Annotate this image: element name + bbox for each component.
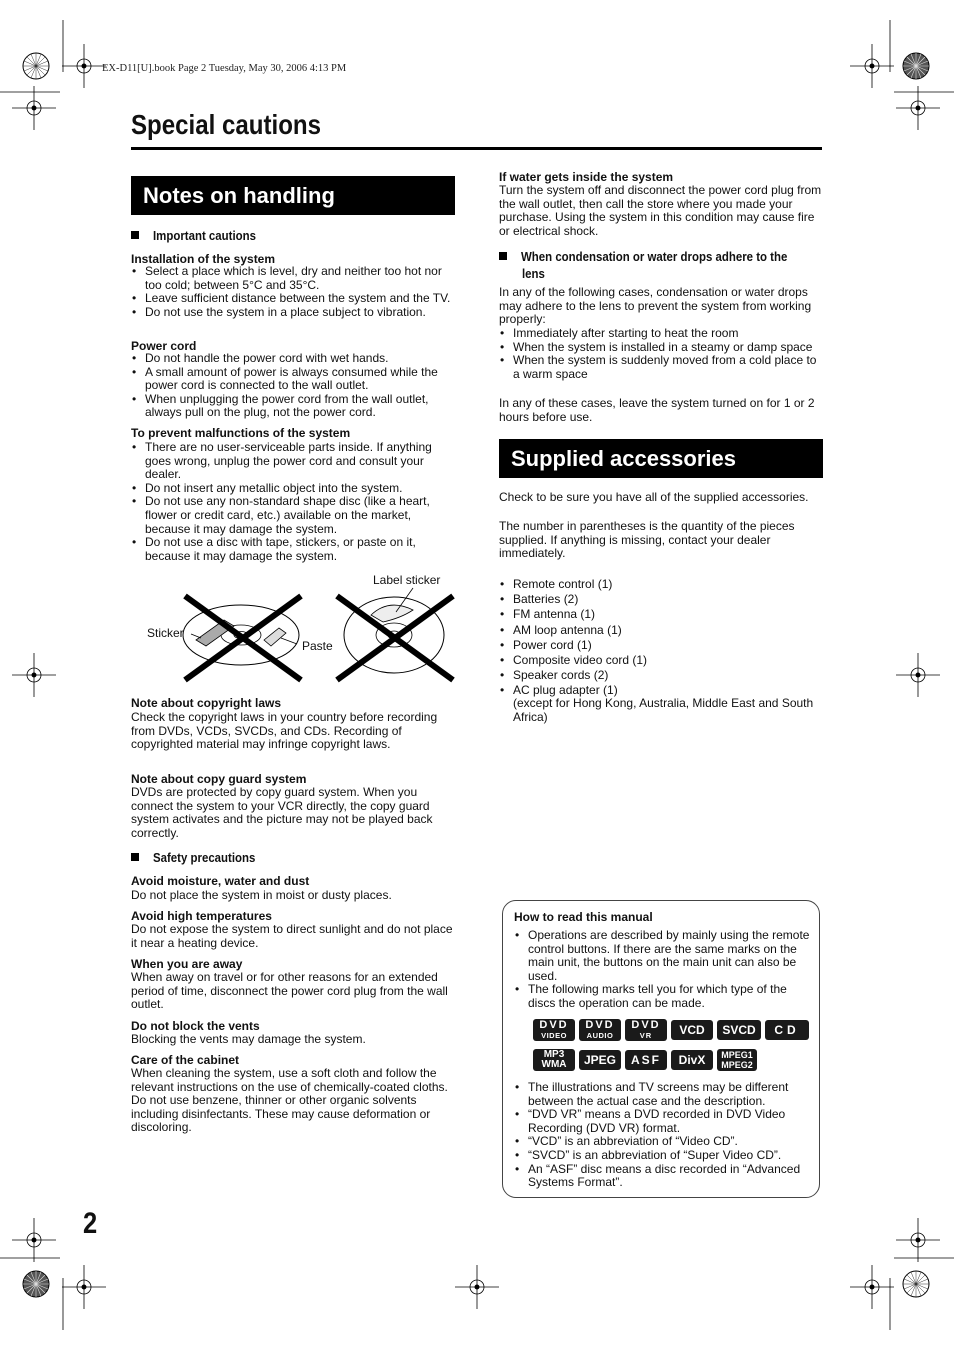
list-item: • Remote control (1) (499, 577, 823, 592)
accessories-intro-1: Check to be sure you have all of the supplied accessories. (499, 490, 809, 504)
how-to-read-heading: How to read this manual (514, 910, 653, 924)
cd-mark: CD (765, 1020, 809, 1040)
copyright-heading: Note about copyright laws (131, 696, 282, 710)
power-cord-list (131, 352, 455, 420)
safety-precautions-heading: Safety precautions (131, 849, 269, 866)
list-item: • Do not use the system in a place subject to vibration. (131, 306, 455, 320)
list-item: • AM loop antenna (1) (499, 623, 823, 638)
list-item: • A small amount of power is always consumed while the power cord is connected to the wall outlet. (131, 366, 455, 393)
list-item: • Leave sufficient distance between the system and the TV. (131, 292, 455, 306)
mpeg-mark: MPEG1 MPEG2 (717, 1049, 757, 1071)
list-item: • Do not handle the power cord with wet hands. (131, 352, 455, 366)
power-cord-heading: Power cord (131, 339, 197, 353)
mp3-wma-mark: MP3 WMA (533, 1049, 575, 1071)
list-item: • Do not use a disc with tape, stickers, or paste on it, because it may damage the system. (131, 536, 455, 563)
list-item: • Do not use any non-standard shape disc (like a heart, flower or credit card, etc.) available on the market, because it may damage the system. (131, 495, 455, 536)
installation-list (131, 265, 455, 319)
dvd-audio-mark: DVD AUDIO (579, 1019, 621, 1041)
list-item: • When the system is suddenly moved from a cold place to a warm space (499, 354, 823, 381)
copy-guard-heading: Note about copy guard system (131, 772, 307, 786)
list-item: • AC plug adapter (1) (499, 683, 823, 698)
malfunctions-list (131, 441, 455, 563)
condensation-outro: In any of these cases, leave the system turned on for 1 or 2 hours before use. (499, 396, 815, 424)
condensation-list (499, 327, 823, 381)
list-item: • The following marks tell you for which type of the discs the operation can be made. (514, 983, 814, 1010)
disc-illustration (131, 570, 455, 690)
cabinet-text: When cleaning the system, use a soft cloth and follow the relevant instructions on the use of chemically-coated cloths. Do not use benzene, thinner or other organic solvents including disinfectants. These may cause deformation or discoloring. (131, 1066, 448, 1135)
dvd-vr-mark: DVD VR (625, 1019, 667, 1041)
important-cautions-heading: Important cautions (131, 227, 270, 244)
away-text: When away on travel or for other reasons for an extended period of time, disconnect the power cord plug from the wall outlet. (131, 970, 448, 1012)
square-bullet-icon (131, 231, 139, 239)
sticker-label: Sticker (147, 626, 184, 640)
copy-guard-text: DVDs are protected by copy guard system. When you connect the system to your VCR directly, the copy guard system activates and the picture may not be played back correctly. (131, 785, 433, 840)
condensation-intro: In any of the following cases, condensation or water drops may adhere to the lens to prevent the system from working properly: (499, 285, 812, 327)
list-item: • When the system is installed in a steamy or damp space (499, 341, 823, 355)
water-heading: If water gets inside the system (499, 170, 674, 184)
list-item: • Composite video cord (1) (499, 653, 823, 668)
vents-heading: Do not block the vents (131, 1019, 260, 1033)
label-sticker-label: Label sticker (373, 573, 441, 587)
cabinet-heading: Care of the cabinet (131, 1053, 240, 1067)
list-item: • Do not insert any metallic object into the system. (131, 482, 455, 496)
svcd-mark: SVCD (717, 1020, 761, 1040)
square-bullet-icon (499, 252, 507, 260)
vcd-mark: VCD (671, 1020, 713, 1040)
condensation-heading-line2: lens (522, 266, 545, 281)
away-heading: When you are away (131, 957, 243, 971)
accessories-list (499, 577, 823, 699)
water-text: Turn the system off and disconnect the power cord plug from the wall outlet, then call the store where you made your purchase. Using the system in this condition may cause fire or electrical shock. (499, 183, 822, 238)
list-item: • Operations are described by mainly using the remote control buttons. If there are the same marks on the main unit, the buttons on the main unit can also be used. (514, 929, 814, 983)
list-item: • Speaker cords (2) (499, 668, 823, 683)
page-title: Special cautions (131, 109, 322, 140)
copyright-text: Check the copyright laws in your country before recording from DVDs, VCDs, SVCDs, and CDs. Recording of copyrighted material may infringe copyright laws. (131, 710, 438, 752)
how-to-read-list-bottom (514, 1081, 814, 1190)
book-info: EX-D11[U].book Page 2 Tuesday, May 30, 2006 4:13 PM (102, 63, 347, 74)
list-item: • Power cord (1) (499, 638, 823, 653)
list-item: • “VCD” is an abbreviation of “Video CD”. (514, 1135, 814, 1149)
malfunctions-heading: To prevent malfunctions of the system (131, 426, 351, 440)
list-item: • There are no user-serviceable parts inside. If anything goes wrong, unplug the power cord and consult your dealer. (131, 441, 455, 482)
list-item: • “SVCD” is an abbreviation of “Super Video CD”. (514, 1149, 814, 1163)
list-item: • The illustrations and TV screens may be different between the actual case and the description. (514, 1081, 814, 1108)
moisture-heading: Avoid moisture, water and dust (131, 874, 310, 888)
list-item: • Immediately after starting to heat the room (499, 327, 823, 341)
condensation-heading: When condensation or water drops adhere to the (499, 248, 824, 265)
how-to-read-box (502, 900, 820, 1198)
divx-mark: DivX (671, 1050, 713, 1070)
list-item: • FM antenna (1) (499, 607, 823, 622)
list-item: • “DVD VR” means a DVD recorded in DVD Video Recording (DVD VR) format. (514, 1108, 814, 1135)
jpeg-mark: JPEG (579, 1050, 621, 1070)
list-item: • When unplugging the power cord from the wall outlet, always pull on the plug, not the power cord. (131, 393, 455, 420)
temperatures-text: Do not expose the system to direct sunlight and do not place it near a heating device. (131, 922, 453, 950)
square-bullet-icon (131, 853, 139, 861)
how-to-read-list-top (514, 929, 814, 1011)
notes-on-handling-banner: Notes on handling (131, 176, 455, 215)
list-item: • An “ASF” disc means a disc recorded in “Advanced Systems Format”. (514, 1163, 814, 1190)
paste-label: Paste (302, 639, 333, 653)
supplied-accessories-banner: Supplied accessories (499, 439, 823, 478)
list-item: • Batteries (2) (499, 592, 823, 607)
dvd-video-mark: DVD VIDEO (533, 1019, 575, 1041)
vents-text: Blocking the vents may damage the system. (131, 1032, 366, 1046)
title-rule (131, 147, 822, 150)
temperatures-heading: Avoid high temperatures (131, 909, 272, 923)
adapter-note: (except for Hong Kong, Australia, Middle East and South Africa) (513, 696, 814, 724)
moisture-text: Do not place the system in moist or dusty places. (131, 888, 392, 902)
asf-mark: ASF (625, 1050, 667, 1070)
accessories-intro-2: The number in parentheses is the quantity of the pieces supplied. If anything is missing, contact your dealer immediately. (499, 519, 795, 561)
installation-heading: Installation of the system (131, 252, 276, 266)
list-item: • Select a place which is level, dry and neither too hot nor too cold; between 5°C and 35°C. (131, 265, 455, 292)
page-number: 2 (83, 1207, 98, 1240)
